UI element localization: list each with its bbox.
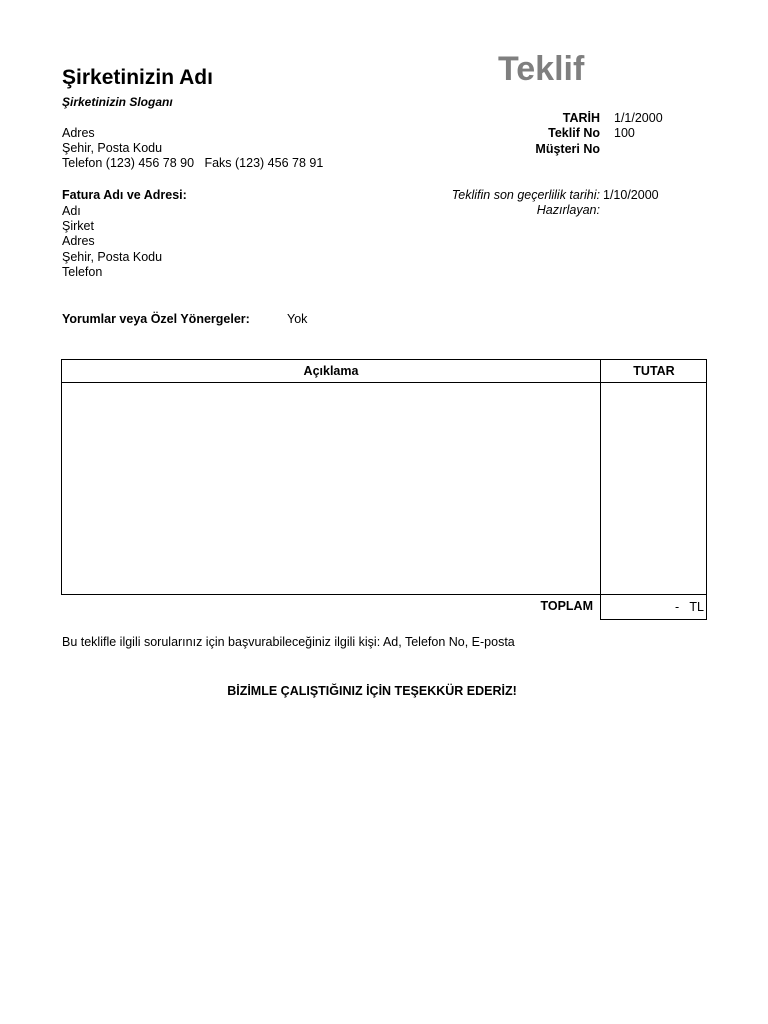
company-address: Adres [62,126,95,140]
total-value: - TL [675,600,704,614]
billing-company: Şirket [62,219,94,233]
column-header-amount: TUTAR [633,364,675,378]
company-phone-fax: Telefon (123) 456 78 90 Faks (123) 456 78 91 [62,156,324,170]
thank-you-message: BİZİMLE ÇALIŞTIĞINIZ İÇİN TEŞEKKÜR EDERİZ! [227,684,517,698]
company-city-zip: Şehir, Posta Kodu [62,141,163,155]
total-label: TOPLAM [540,599,593,613]
billing-name: Adı [62,204,81,218]
billing-city-zip: Şehir, Posta Kodu [62,250,163,264]
comments-label: Yorumlar veya Özel Yönergeler: [62,312,250,326]
date-value: 1/1/2000 [614,111,663,125]
date-label: TARİH [562,111,600,125]
company-slogan: Şirketinizin Sloganı [62,95,173,109]
items-table [61,359,707,595]
valid-until-value: 1/10/2000 [603,188,659,202]
column-divider [600,360,601,595]
header-divider [62,382,706,383]
document-title: Teklif [498,50,585,88]
contact-note: Bu teklifle ilgili sorularınız için başvurabileceğiniz ilgili kişi: Ad, Telefon No, E-posta [62,635,515,649]
valid-until-label: Teklifin son geçerlilik tarihi: [451,188,600,202]
column-header-description: Açıklama [303,364,359,378]
billing-address: Adres [62,234,95,248]
billing-phone: Telefon [62,265,103,279]
company-name: Şirketinizin Adı [62,66,213,89]
prepared-by-label: Hazırlayan: [536,203,600,217]
quote-number-label: Teklif No [548,126,600,140]
total-box [600,594,707,620]
comments-value: Yok [287,312,308,326]
billing-heading: Fatura Adı ve Adresi: [62,188,187,202]
quote-number-value: 100 [614,126,635,140]
customer-number-label: Müşteri No [535,142,600,156]
